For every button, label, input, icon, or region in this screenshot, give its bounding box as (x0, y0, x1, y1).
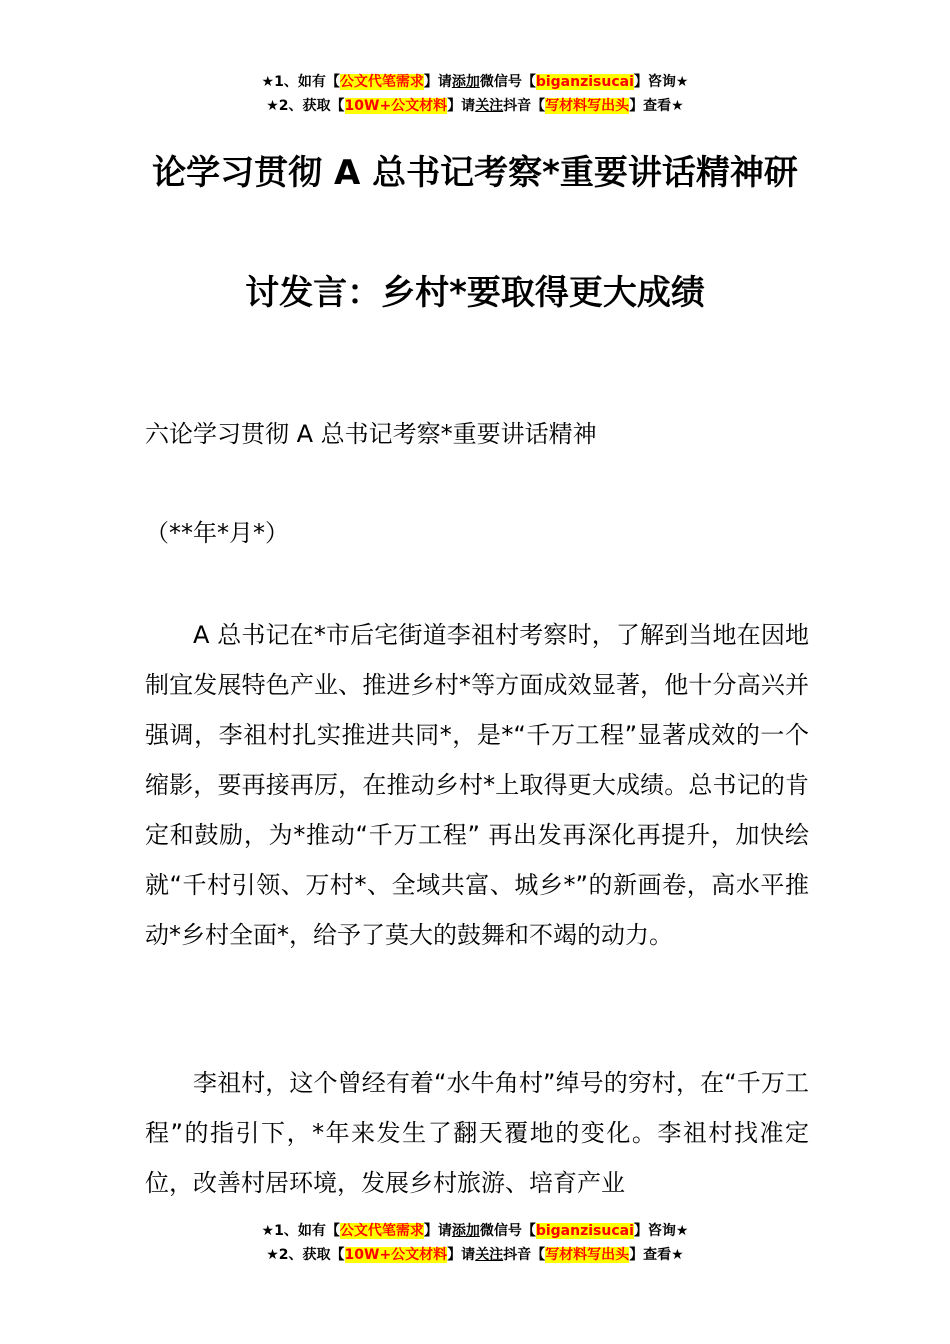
banner-underline: 添加 (451, 74, 480, 90)
banner-text: 微信号【 (479, 1223, 536, 1239)
banner-text: 】咨询★ (633, 74, 689, 90)
paragraph-2: 李祖村，这个曾经有着“水牛角村”绰号的穷村，在“千万工程”的指引下，*年来发生了翻天覆地的变化。李祖村找准定位，改善村居环境，发展乡村旅游、培育产业 (145, 1069, 809, 1197)
banner-text: 】请 (423, 74, 452, 90)
banner-underline: 添加 (451, 1223, 480, 1239)
banner-underline: 关注 (475, 1247, 504, 1263)
banner-text: 微信号【 (479, 74, 536, 90)
banner-text: 】请 (447, 98, 476, 114)
banner-line-1 (0, 1219, 950, 1243)
banner-highlight: biganzisucai (535, 1223, 634, 1239)
paragraph-1: A 总书记在*市后宅街道李祖村考察时，了解到当地在因地制宜发展特色产业、推进乡村*等方面成效显著，他十分高兴并强调，李祖村扎实推进共同*，是*“千万工程”显著成效的一个缩影，要再接再厉，在推动乡村*上取得更大成绩。总书记的肯定和鼓励，为*推动“千万工程” 再出发再深化再提升，加快绘就“千村引领、万村*、全域共富、城乡*”的新画卷，高水平推动*乡村全面*，给予了莫大的鼓舞和不竭的动力。 (145, 621, 809, 949)
banner-highlight: 写材料写出头 (545, 1247, 630, 1263)
banner-text: ★2、获取【 (266, 1247, 345, 1263)
banner-text: 】请 (447, 1247, 476, 1263)
banner-text: ★1、如有【 (261, 1223, 340, 1239)
banner-text: 抖音【 (503, 1247, 546, 1263)
banner-text: ★1、如有【 (261, 74, 340, 90)
document-subtitle: 六论学习贯彻 A 总书记考察*重要讲话精神 (145, 420, 597, 448)
banner-underline: 关注 (475, 98, 504, 114)
banner-highlight: 10W+公文材料 (344, 1247, 448, 1263)
banner-line-1 (0, 70, 950, 94)
banner-line-2 (0, 94, 950, 118)
banner-highlight: 写材料写出头 (545, 98, 630, 114)
header-banner (0, 70, 950, 118)
banner-text: 】查看★ (629, 1247, 684, 1263)
banner-highlight: 10W+公文材料 (344, 98, 448, 114)
banner-line-2 (0, 1243, 950, 1267)
banner-text: ★2、获取【 (266, 98, 345, 114)
banner-text: 】请 (423, 1223, 452, 1239)
banner-highlight: 公文代笔需求 (339, 74, 424, 90)
banner-text: 】咨询★ (633, 1223, 689, 1239)
document-date: （**年*月*） (145, 519, 289, 547)
footer-banner (0, 1219, 950, 1267)
banner-highlight: 公文代笔需求 (339, 1223, 424, 1239)
document-title-line-2: 讨发言：乡村*要取得更大成绩 (245, 273, 705, 313)
document-title-line-1: 论学习贯彻 A 总书记考察*重要讲话精神研 (152, 153, 798, 193)
banner-text: 抖音【 (503, 98, 546, 114)
banner-highlight: biganzisucai (535, 74, 634, 90)
banner-text: 】查看★ (629, 98, 684, 114)
